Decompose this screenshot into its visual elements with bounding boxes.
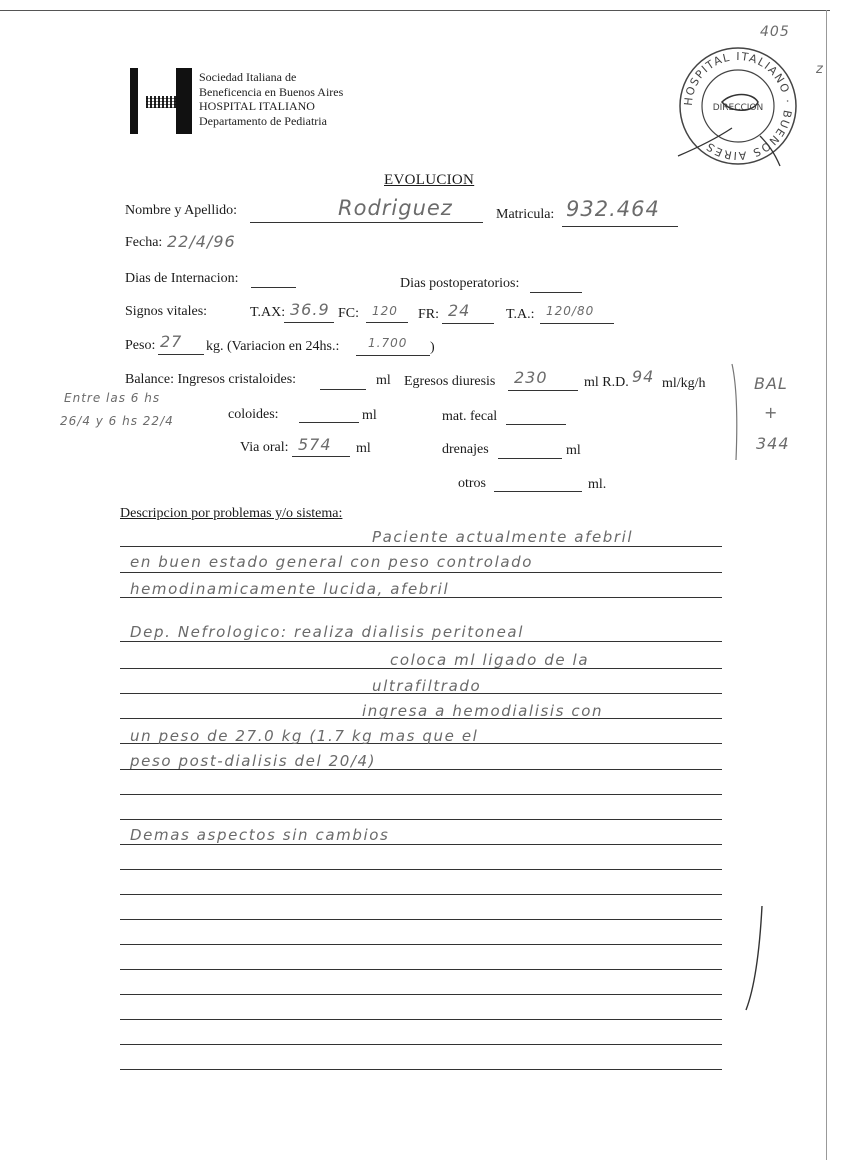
oral-line — [292, 456, 350, 457]
name-label: Nombre y Apellido: — [125, 203, 237, 218]
peso-unit: kg. (Variacion en 24hs.: — [206, 339, 340, 354]
dias-internacion-line[interactable] — [251, 287, 296, 288]
description-title: Descripcion por problemas y/o sistema: — [120, 506, 343, 521]
ruled-line — [120, 869, 722, 870]
name-value[interactable]: Rodriguez — [338, 196, 453, 220]
dias-internacion-label: Dias de Internacion: — [125, 271, 239, 286]
form-title: EVOLUCION — [384, 172, 475, 188]
oral-value[interactable]: 574 — [298, 435, 332, 454]
corner-mark: z — [816, 62, 824, 77]
ruled-line — [120, 969, 722, 970]
ruled-line — [120, 894, 722, 895]
description-line[interactable]: ultrafiltrado — [372, 677, 482, 695]
fecal-label: mat. fecal — [442, 409, 498, 424]
institution-line: Departamento de Pediatria — [199, 113, 327, 128]
side-note-right: 344 — [756, 434, 790, 453]
ruled-line — [120, 994, 722, 995]
fr-label: FR: — [418, 307, 440, 322]
peso-value[interactable]: 27 — [160, 332, 183, 351]
institution-line: Beneficencia en Buenos Aires — [199, 84, 344, 99]
ta-label: T.A.: — [506, 307, 535, 322]
fr-value[interactable]: 24 — [448, 301, 471, 320]
otros-line[interactable] — [494, 491, 582, 492]
fecha-value[interactable]: 22/4/96 — [167, 232, 236, 251]
peso-line — [158, 354, 204, 355]
ta-value[interactable]: 120/80 — [546, 304, 595, 318]
matricula-value[interactable]: 932.464 — [566, 197, 660, 221]
right-border-line — [826, 10, 827, 1160]
peso-close: ) — [430, 340, 435, 355]
coloides-label: coloides: — [228, 407, 279, 422]
ruled-line — [120, 794, 722, 795]
description-line[interactable]: Demas aspectos sin cambios — [130, 826, 390, 844]
institution-line: Sociedad Italiana de — [199, 70, 297, 84]
oral-label: Via oral: — [240, 440, 289, 455]
description-line[interactable]: Dep. Nefrologico: realiza dialisis peritoneal — [130, 623, 524, 641]
institution-line: HOSPITAL ITALIANO — [199, 99, 315, 113]
ruled-line — [120, 819, 722, 820]
coloides-line[interactable] — [299, 422, 359, 423]
diuresis-value[interactable]: 230 — [514, 368, 548, 387]
dias-postop-line[interactable] — [530, 292, 582, 293]
egresos-label: Egresos diuresis — [404, 374, 496, 389]
peso-label: Peso: — [125, 338, 156, 353]
coloides-ml: ml — [362, 408, 377, 423]
tax-line — [284, 322, 334, 323]
ruled-line — [120, 944, 722, 945]
diuresis-line — [508, 390, 578, 391]
side-note-left: 26/4 y 6 hs 22/4 — [60, 414, 174, 428]
ruled-line — [120, 641, 722, 642]
hospital-logo-icon — [130, 68, 192, 134]
matricula-line — [562, 226, 678, 227]
ruled-line — [120, 1069, 722, 1070]
description-line[interactable]: un peso de 27.0 kg (1.7 kg mas que el — [130, 727, 479, 745]
fr-line — [442, 323, 494, 324]
description-line[interactable]: en buen estado general con peso controlado — [130, 553, 534, 571]
ruled-line — [120, 844, 722, 845]
ruled-line — [120, 1044, 722, 1045]
tax-label: T.AX: — [250, 305, 286, 320]
ta-line — [540, 323, 614, 324]
page-number: 405 — [760, 24, 790, 40]
rd-label: ml R.D. — [584, 375, 629, 390]
ruled-line — [120, 1019, 722, 1020]
rd-value[interactable]: 94 — [632, 367, 655, 386]
side-bracket — [728, 362, 742, 462]
description-line[interactable]: hemodinamicamente lucida, afebril — [130, 580, 450, 598]
matricula-label: Matricula: — [496, 207, 555, 222]
ruled-line — [120, 919, 722, 920]
otros-ml: ml. — [588, 477, 607, 492]
description-line[interactable]: coloca ml ligado de la — [390, 651, 590, 669]
description-line[interactable]: peso post-dialisis del 20/4) — [130, 752, 377, 770]
dias-postop-label: Dias postoperatorios: — [400, 276, 520, 291]
top-border-line — [0, 10, 830, 11]
otros-label: otros — [458, 476, 486, 491]
side-note-right: BAL — [754, 374, 788, 393]
description-line[interactable]: Paciente actualmente afebril — [372, 528, 634, 546]
stamp-center-text: DIRECCION — [712, 103, 764, 113]
side-note-left: Entre las 6 hs — [64, 391, 161, 405]
drenajes-line[interactable] — [498, 458, 562, 459]
drenajes-label: drenajes — [442, 442, 489, 457]
cristaloides-line[interactable] — [320, 389, 366, 390]
tax-value[interactable]: 36.9 — [290, 300, 330, 319]
peso-variation-line — [356, 355, 430, 356]
fc-line — [366, 322, 408, 323]
fc-label: FC: — [338, 306, 360, 321]
fecha-label: Fecha: — [125, 235, 163, 250]
drenajes-ml: ml — [566, 443, 581, 458]
description-line[interactable]: ingresa a hemodialisis con — [362, 702, 604, 720]
margin-pen-stroke — [742, 904, 766, 1014]
vitals-label: Signos vitales: — [125, 304, 208, 319]
ruled-line — [120, 546, 722, 547]
hospital-stamp-seal — [676, 44, 800, 168]
institution-block — [199, 70, 343, 128]
ruled-line — [120, 572, 722, 573]
side-note-right: + — [764, 403, 779, 422]
fc-value[interactable]: 120 — [372, 304, 398, 318]
balance-label: Balance: Ingresos cristaloides: — [125, 372, 297, 387]
cristaloides-ml: ml — [376, 373, 391, 388]
oral-ml: ml — [356, 441, 371, 456]
rd-unit: ml/kg/h — [662, 376, 706, 391]
fecal-line[interactable] — [506, 424, 566, 425]
stamp-ring-text: HOSPITAL ITALIANO · BUENOS AIRES — [681, 49, 795, 163]
peso-variation-value[interactable]: 1.700 — [368, 336, 408, 350]
name-line — [250, 222, 483, 223]
